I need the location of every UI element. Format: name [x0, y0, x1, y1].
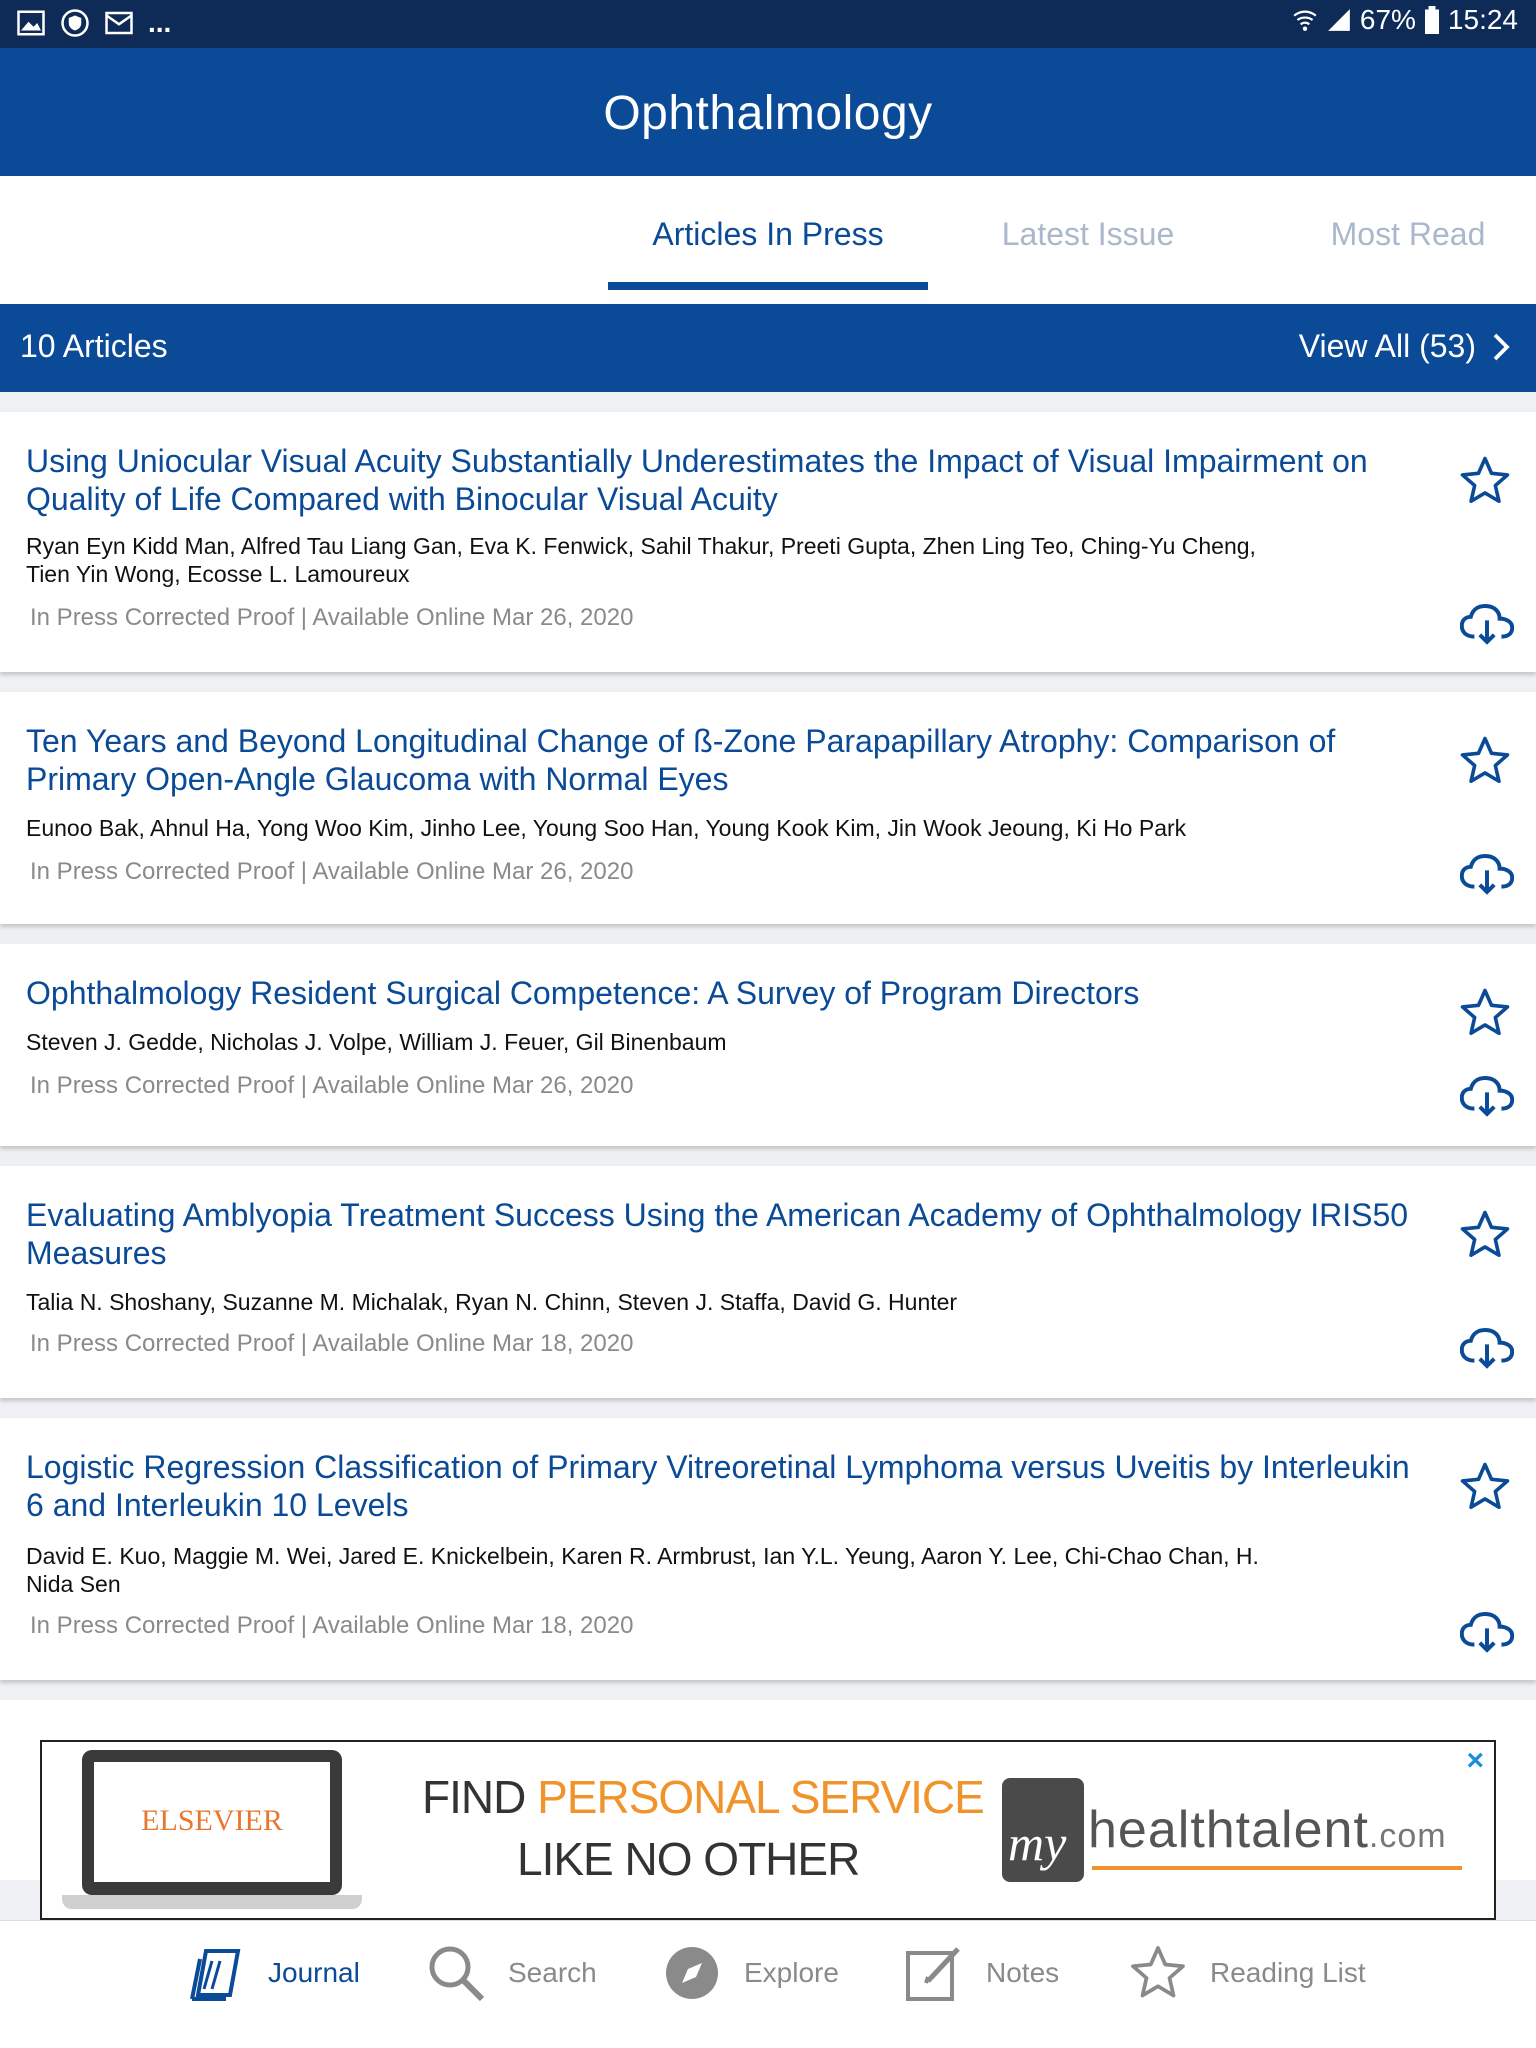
tab-most-read[interactable]: Most Read	[1330, 216, 1486, 252]
more-notifications: ...	[148, 7, 172, 38]
star-outline-icon[interactable]	[1458, 1460, 1512, 1514]
nav-notes-label: Notes	[986, 1957, 1060, 1988]
healthtalent-logo-badge: my	[1002, 1778, 1084, 1882]
article-authors: Eunoo Bak, Ahnul Ha, Yong Woo Kim, Jinho Lee, Young Soo Han, Young Kook Kim, Jin Wook Jeoung, Ki Ho Park	[26, 815, 1187, 841]
cloud-download-icon[interactable]	[1460, 1074, 1514, 1118]
nav-journal-label: Journal	[268, 1957, 360, 1988]
ad-banner[interactable]	[40, 1740, 1496, 1920]
article-title[interactable]: Ten Years and Beyond Longitudinal Change of ß-Zone Parapapillary Atrophy: Comparison of Primary Open-Angle Glaucoma with Normal Eyes	[26, 723, 1336, 797]
article-authors: David E. Kuo, Maggie M. Wei, Jared E. Knickelbein, Karen R. Armbrust, Ian Y.L. Yeung, Aaron Y. Lee, Chi-Chao Chan, H. Nida Sen	[26, 1543, 1259, 1597]
nav-journal[interactable]	[186, 1943, 360, 2003]
ad-brand: ELSEVIER	[141, 1804, 283, 1837]
battery-icon	[1424, 6, 1440, 34]
cloud-download-icon[interactable]	[1460, 1610, 1514, 1654]
view-all-button[interactable]	[1299, 328, 1512, 365]
star-outline-icon	[1128, 1943, 1188, 2003]
nav-explore-label: Explore	[744, 1957, 839, 1988]
nav-explore[interactable]	[662, 1943, 839, 2003]
article-meta: In Press Corrected Proof | Available Online Mar 18, 2020	[30, 1330, 634, 1357]
nav-reading-list[interactable]	[1128, 1943, 1366, 2003]
tab-bar	[0, 176, 1536, 304]
star-outline-icon[interactable]	[1458, 734, 1512, 788]
mail-icon	[104, 8, 134, 38]
tab-latest-issue[interactable]: Latest Issue	[1001, 216, 1175, 252]
article-meta: In Press Corrected Proof | Available Online Mar 18, 2020	[30, 1612, 634, 1639]
ad-subheadline: LIKE NO OTHER	[517, 1833, 860, 1885]
active-tab-indicator	[608, 282, 928, 290]
notes-icon	[904, 1943, 964, 2003]
clock: 15:24	[1447, 4, 1518, 35]
article-card[interactable]	[0, 692, 1536, 924]
article-title[interactable]: Evaluating Amblyopia Treatment Success Using the American Academy of Ophthalmology IRIS50 Measures	[26, 1197, 1409, 1271]
article-title[interactable]: Using Uniocular Visual Acuity Substantially Underestimates the Impact of Visual Impairment on Quality of Life Compared with Binocular Visual Acuity	[26, 443, 1368, 517]
article-title[interactable]: Ophthalmology Resident Surgical Competence: A Survey of Program Directors	[26, 975, 1140, 1011]
article-card[interactable]	[0, 1418, 1536, 1680]
journal-title: Ophthalmology	[603, 87, 933, 140]
ad-headline: FIND PERSONAL SERVICE	[422, 1771, 984, 1823]
healthtalent-logo-text: healthtalent.com	[1088, 1801, 1447, 1859]
article-authors: Steven J. Gedde, Nicholas J. Volpe, William J. Feuer, Gil Binenbaum	[26, 1029, 727, 1055]
nav-notes[interactable]	[904, 1943, 1059, 2003]
article-meta: In Press Corrected Proof | Available Online Mar 26, 2020	[30, 1072, 634, 1099]
chevron-right-icon	[1490, 332, 1512, 362]
status-bar	[0, 0, 1536, 48]
article-card[interactable]	[0, 1166, 1536, 1398]
search-icon	[426, 1943, 486, 2003]
article-meta: In Press Corrected Proof | Available Online Mar 26, 2020	[30, 604, 634, 631]
compass-icon	[662, 1943, 722, 2003]
article-authors: Ryan Eyn Kidd Man, Alfred Tau Liang Gan, Eva K. Fenwick, Sahil Thakur, Preeti Gupta, Zhen Ling Teo, Ching-Yu Cheng, Tien Yin Wong, Ecosse L. Lamoureux	[26, 533, 1256, 587]
battery-percent: 67%	[1359, 4, 1416, 35]
article-authors: Talia N. Shoshany, Suzanne M. Michalak, Ryan N. Chinn, Steven J. Staffa, David G. Hunter	[26, 1289, 958, 1315]
shield-icon	[60, 8, 90, 38]
article-card[interactable]	[0, 944, 1536, 1146]
star-outline-icon[interactable]	[1458, 454, 1512, 508]
nav-search-label: Search	[508, 1957, 597, 1988]
view-all-label: View All (53)	[1298, 328, 1476, 364]
cloud-download-icon[interactable]	[1460, 602, 1514, 646]
journal-icon	[186, 1943, 246, 2003]
cloud-download-icon[interactable]	[1460, 852, 1514, 896]
article-count-bar	[0, 304, 1536, 392]
article-count: 10 Articles	[20, 328, 168, 364]
gallery-icon	[16, 8, 46, 38]
bottom-navigation	[0, 1920, 1536, 2048]
star-outline-icon[interactable]	[1458, 1208, 1512, 1262]
nav-reading-list-label: Reading List	[1210, 1957, 1366, 1988]
star-outline-icon[interactable]	[1458, 986, 1512, 1040]
tab-articles-in-press[interactable]: Articles In Press	[652, 216, 884, 252]
wifi-icon	[1292, 7, 1318, 33]
article-meta: In Press Corrected Proof | Available Online Mar 26, 2020	[30, 858, 634, 885]
logo-underline	[1092, 1866, 1462, 1870]
article-card[interactable]	[0, 412, 1536, 672]
cloud-download-icon[interactable]	[1460, 1326, 1514, 1370]
ad-close-icon[interactable]: ×	[1466, 1744, 1484, 1777]
app-bar	[0, 48, 1536, 176]
signal-icon	[1326, 7, 1352, 33]
nav-search[interactable]	[426, 1943, 597, 2003]
ad-laptop-graphic	[82, 1750, 342, 1910]
article-title[interactable]: Logistic Regression Classification of Primary Vitreoretinal Lymphoma versus Uveitis by Interleukin 6 and Interleukin 10 Levels	[26, 1449, 1410, 1523]
